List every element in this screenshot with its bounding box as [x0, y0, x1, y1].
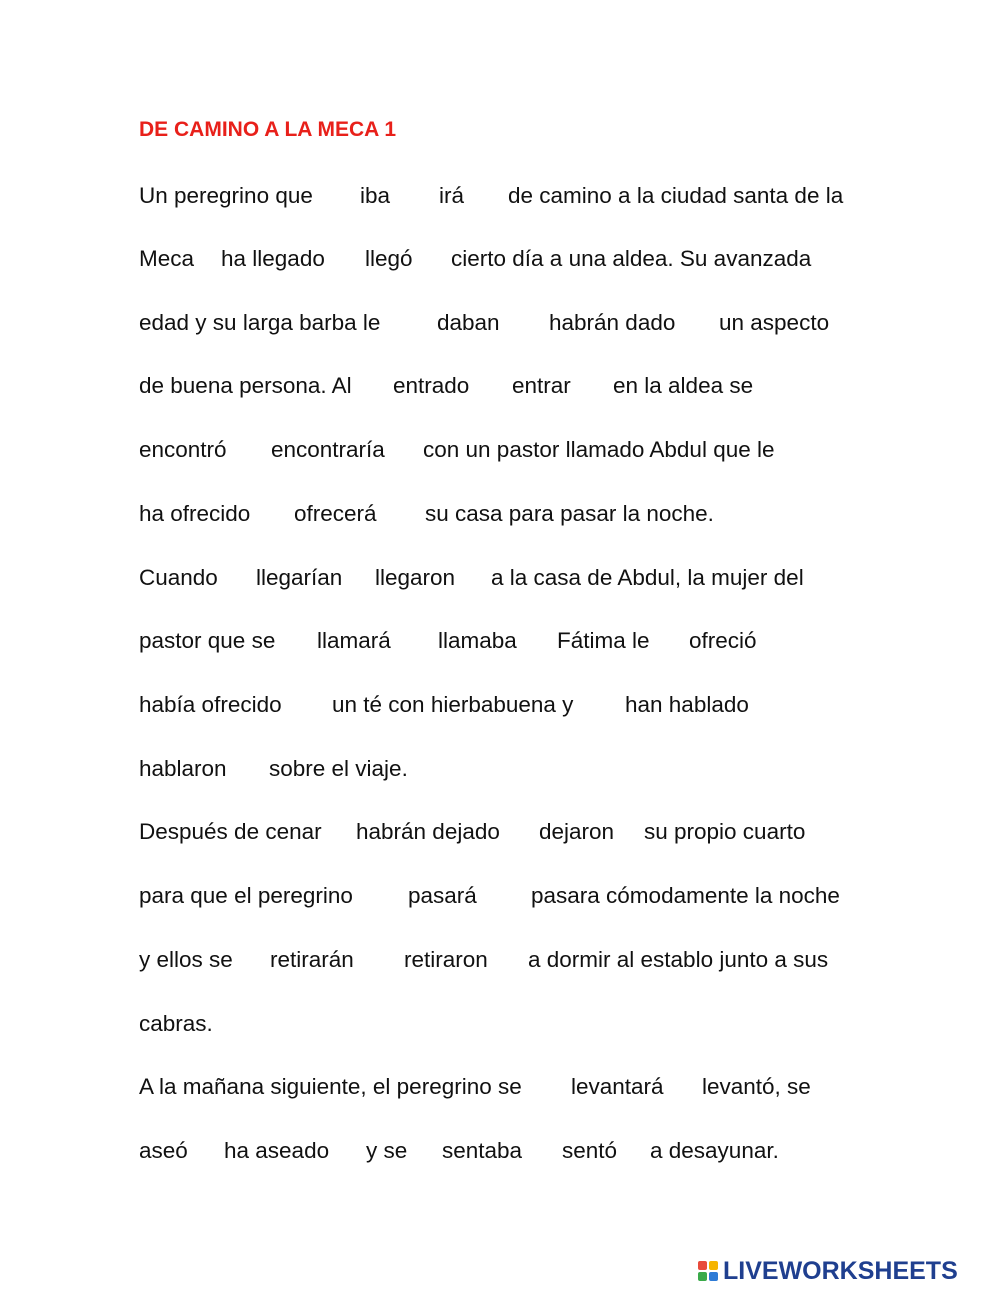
text-segment: y ellos se: [139, 947, 233, 972]
verb-option-llamaba[interactable]: llamaba: [438, 628, 517, 653]
text-segment: para que el peregrino: [139, 883, 353, 908]
text-segment: a dormir al establo junto a sus: [528, 947, 829, 972]
verb-option-llego[interactable]: llegó: [365, 246, 413, 271]
verb-option-llegarian[interactable]: llegarían: [256, 565, 343, 590]
verb-option-entrado[interactable]: entrado: [393, 373, 470, 398]
text-segment: a desayunar.: [650, 1138, 779, 1163]
verb-option-retiraran[interactable]: retirarán: [270, 947, 354, 972]
text-segment: Un peregrino que: [139, 183, 313, 208]
verb-option-ha-llegado[interactable]: ha llegado: [221, 246, 325, 271]
verb-option-habran-dejado[interactable]: habrán dejado: [356, 819, 500, 844]
verb-option-ha-ofrecido[interactable]: ha ofrecido: [139, 501, 251, 526]
text-segment: pastor que se: [139, 628, 276, 653]
verb-option-dejaron[interactable]: dejaron: [539, 819, 615, 844]
text-segment: edad y su larga barba le: [139, 310, 381, 335]
text-segment: pasara cómodamente la noche: [531, 883, 840, 908]
verb-option-ha-aseado[interactable]: ha aseado: [224, 1138, 330, 1163]
text-segment: a la casa de Abdul, la mujer del: [491, 565, 804, 590]
verb-option-habia-ofrecido[interactable]: había ofrecido: [139, 692, 282, 717]
verb-option-ofrecio[interactable]: ofreció: [689, 628, 757, 653]
text-segment: A la mañana siguiente, el peregrino se: [139, 1074, 522, 1099]
text-segment: cabras.: [139, 1011, 213, 1036]
verb-option-hablaron[interactable]: hablaron: [139, 756, 227, 781]
text-segment: sobre el viaje.: [269, 756, 408, 781]
verb-option-sento[interactable]: sentó: [562, 1138, 618, 1163]
verb-option-daban[interactable]: daban: [437, 310, 500, 335]
verb-option-levanto[interactable]: levantó, se: [702, 1074, 811, 1099]
verb-option-llamara[interactable]: llamará: [317, 628, 391, 653]
verb-option-encontro[interactable]: encontró: [139, 437, 227, 462]
text-segment: Después de cenar: [139, 819, 322, 844]
text-segment: su casa para pasar la noche.: [425, 501, 714, 526]
brand-name: LIVEWORKSHEETS: [723, 1256, 958, 1285]
verb-option-llegaron[interactable]: llegaron: [375, 565, 456, 590]
text-segment: un aspecto: [719, 310, 830, 335]
text-segment: Fátima le: [557, 628, 650, 653]
verb-option-levantara[interactable]: levantará: [571, 1074, 664, 1099]
verb-option-iba[interactable]: iba: [360, 183, 391, 208]
verb-option-retiraron[interactable]: retiraron: [404, 947, 488, 972]
verb-option-pasara-future[interactable]: pasará: [408, 883, 477, 908]
text-segment: y se: [366, 1138, 408, 1163]
verb-option-han-hablado[interactable]: han hablado: [625, 692, 749, 717]
verb-option-encontraria[interactable]: encontraría: [271, 437, 385, 462]
text-segment: Meca: [139, 246, 195, 271]
text-segment: cierto día a una aldea. Su avanzada: [451, 246, 812, 271]
verb-option-ofrecera[interactable]: ofrecerá: [294, 501, 377, 526]
worksheet-title: DE CAMINO A LA MECA 1: [139, 118, 397, 141]
verb-option-habran-dado[interactable]: habrán dado: [549, 310, 676, 335]
verb-option-ira[interactable]: irá: [439, 183, 465, 208]
verb-option-entrar[interactable]: entrar: [512, 373, 571, 398]
text-segment: Cuando: [139, 565, 218, 590]
verb-option-sentaba[interactable]: sentaba: [442, 1138, 523, 1163]
text-segment: de buena persona. Al: [139, 373, 352, 398]
liveworksheets-brand: [698, 1256, 958, 1286]
text-segment: de camino a la ciudad santa de la: [508, 183, 844, 208]
text-segment: con un pastor llamado Abdul que le: [423, 437, 775, 462]
text-segment: su propio cuarto: [644, 819, 806, 844]
verb-option-aseo[interactable]: aseó: [139, 1138, 188, 1163]
text-segment: en la aldea se: [613, 373, 754, 398]
liveworksheets-logo-icon: [698, 1259, 720, 1283]
text-segment: un té con hierbabuena y: [332, 692, 574, 717]
